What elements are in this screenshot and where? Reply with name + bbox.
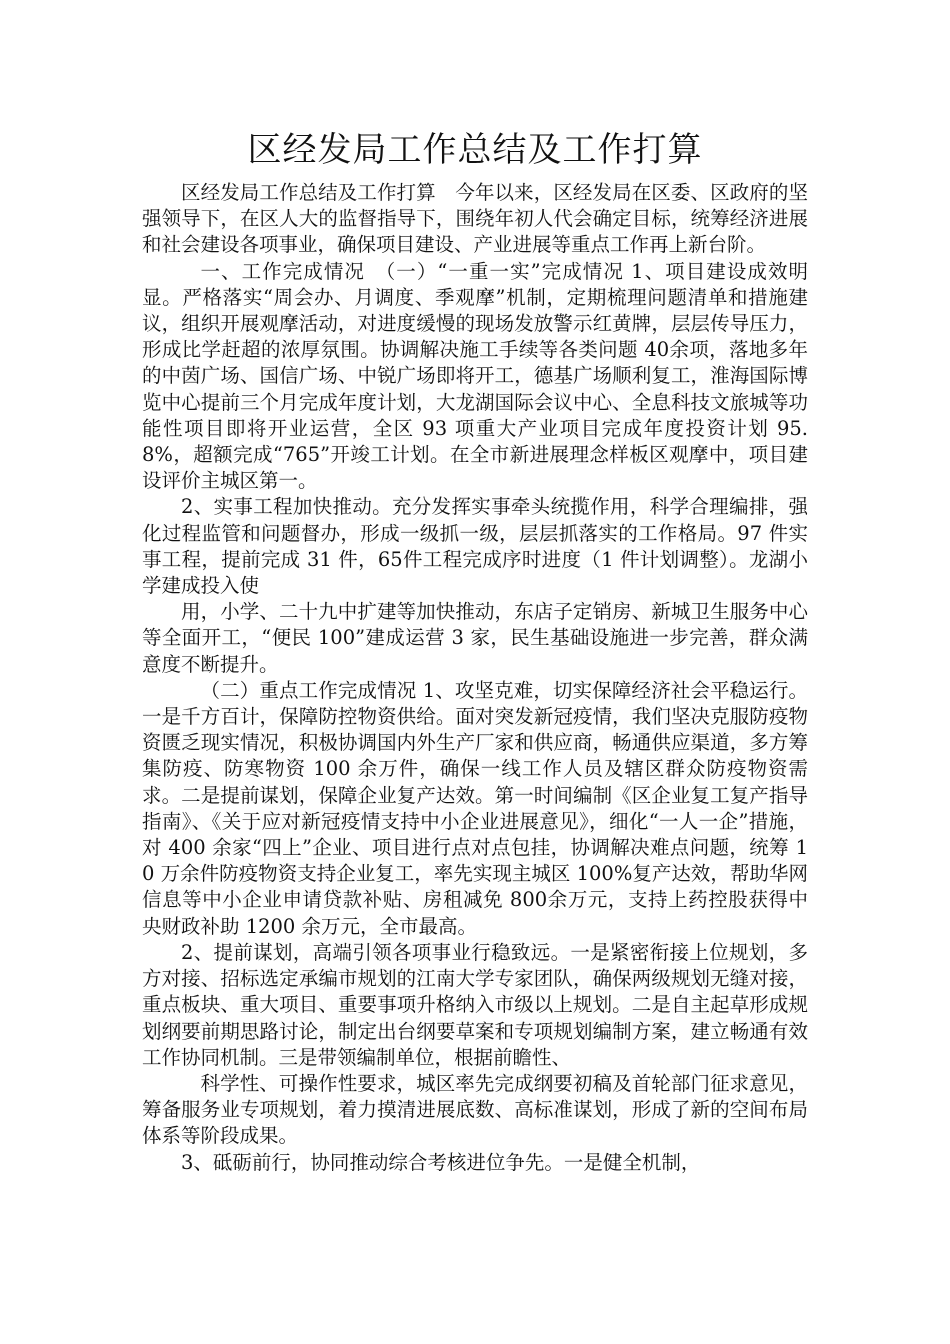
paragraph-section-one: 一、工作完成情况 （一）“一重一实”完成情况 1、项目建设成效明显。严格落实“周会办、月调度、季观摩”机制，定期梳理问题清单和措施建议，组织开展观摩活动，对进度缓慢的现场发放警示红黄牌，层层传导压力，形成比学赶超的浓厚氛围。协调解决施工手续等各类问题 40余项，落地多年的中茵广场、国信广场、中锐广场即将开工，德基广场顺利复工，淮海国际博览中心提前三个月完成年度计划，大龙湖国际会议中心、全息科技文旅城等功能性项目即将开业运营，全区 93 项重大产业项目完成年度投资计划 95.8%，超额完成“765”开竣工计划。在全市新进展理念样板区观摩中，项目建设评价主城区第一。 [142,259,808,493]
paragraph-planning: 2、提前谋划，高端引领各项事业行稳致远。一是紧密衔接上位规划，多方对接、招标选定承编市规划的江南大学专家团队，确保两级规划无缝对接，重点板块、重大项目、重要事项升格纳入市级以上规划。二是自主起草形成规划纲要前期思路讨论，制定出台纲要草案和专项规划编制方案，建立畅通有效工作协同机制。三是带领编制单位，根据前瞻性、 [142,940,808,1069]
paragraph-practical-projects-continued: 用，小学、二十九中扩建等加快推动，东店子定销房、新城卫生服务中心等全面开工，“便民 100”建成运营 3 家，民生基础设施进一步完善，群众满意度不断提升。 [142,600,808,676]
paragraph-assessment: 3、砥砺前行，协同推动综合考核进位争先。一是健全机制， [181,1150,701,1174]
paragraph-planning-continued: 科学性、可操作性要求，城区率先完成纲要初稿及首轮部门征求意见，筹备服务业专项规划，着力摸清进展底数、高标准谋划，形成了新的空间布局体系等阶段成果。 [142,1071,808,1148]
document-page [142,128,808,1176]
paragraph-practical-projects: 2、实事工程加快推动。充分发挥实事牵头统揽作用，科学合理编排，强化过程监管和问题督办，形成一级抓一级，层层抓落实的工作格局。97 件实事工程，提前完成 31 件，65件工程完成序时进度（1 件计划调整）。龙湖小学建成投入使 [142,495,808,598]
document-title: 区经发局工作总结及工作打算 [247,130,703,170]
paragraph-intro: 区经发局工作总结及工作打算 今年以来，区经发局在区委、区政府的坚强领导下，在区人大的监督指导下，围绕年初人代会确定目标，统筹经济进展和社会建设各项事业，确保项目建设、产业进展等重点工作再上新台阶。 [142,181,808,257]
paragraph-key-work: （二）重点工作完成情况 1、攻坚克难，切实保障经济社会平稳运行。一是千方百计，保障防控物资供给。面对突发新冠疫情，我们坚决克服防疫物资匮乏现实情况，积极协调国内外生产厂家和供应商，畅通供应渠道，多方筹集防疫、防寒物资 100 余万件，确保一线工作人员及辖区群众防疫物资需求。二是提前谋划，保障企业复产达效。第一时间编制《区企业复工复产指导指南》、《关于应对新冠疫情支持中小企业进展意见》，细化“一人一企”措施，对 400 余家“四上”企业、项目进行点对点包挂，协调解决难点问题，统筹 10 万余件防疫物资支持企业复工，率先实现主城区 100%复产达效，帮助华网信息等中小企业申请贷款补贴、房租减免 800余万元，支持上药控股获得中央财政补助 1200 余万元，全市最高。 [142,678,808,938]
